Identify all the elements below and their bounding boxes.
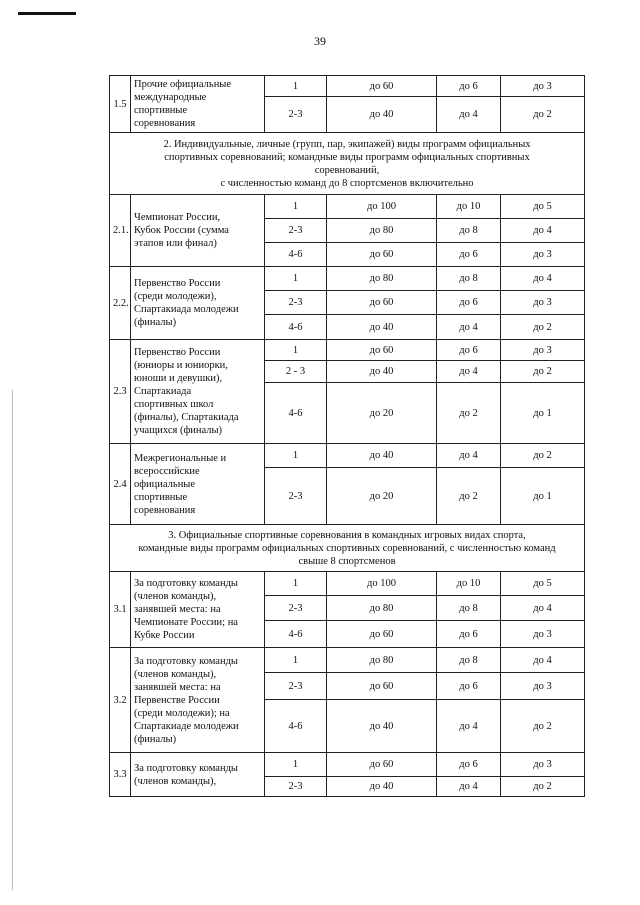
scan-edge-line (12, 390, 13, 890)
value-cell-3: до 3 (501, 243, 585, 267)
section-heading-line: 3. Официальные спортивные соревнования в командных игровых видах спорта, (168, 529, 526, 541)
page-number: 39 (314, 34, 326, 48)
value-cell-1: до 80 (327, 648, 437, 673)
item-description-line: За подготовку команды (134, 762, 238, 774)
value-cell-1: до 20 (327, 383, 437, 444)
item-description-line: Спартакиаде молодежи (134, 720, 239, 732)
table-row (110, 444, 585, 468)
value-cell-3: до 5 (501, 572, 585, 596)
value-cell-1: до 40 (327, 361, 437, 383)
item-description-line: спортивные (134, 491, 188, 503)
value-cell-3: до 1 (501, 383, 585, 444)
value-cell-2: до 8 (437, 596, 501, 621)
value-cell-1: до 40 (327, 777, 437, 797)
place-cell: 1 (265, 195, 327, 219)
value-cell-1: до 60 (327, 621, 437, 648)
award-table (109, 75, 585, 797)
value-cell-2: до 4 (437, 361, 501, 383)
value-cell-3: до 2 (501, 444, 585, 468)
value-cell-2: до 2 (437, 468, 501, 525)
value-cell-3: до 3 (501, 753, 585, 777)
value-cell-1: до 60 (327, 291, 437, 315)
value-cell-1: до 40 (327, 315, 437, 340)
item-description-line: (финалы), Спартакиада (134, 412, 239, 423)
item-description (131, 444, 265, 525)
item-description-line: (членов команды), (134, 668, 217, 680)
place-cell: 4-6 (265, 243, 327, 267)
item-number: 3.3 (110, 753, 131, 797)
value-cell-3: до 2 (501, 700, 585, 753)
item-description-line: соревнования (134, 504, 196, 516)
value-cell-1: до 20 (327, 468, 437, 525)
item-description (131, 753, 265, 797)
place-cell: 4-6 (265, 315, 327, 340)
table-row (110, 195, 585, 219)
value-cell-3: до 2 (501, 315, 585, 340)
value-cell-1: до 60 (327, 76, 437, 97)
section-heading-line: с численностью команд до 8 спортсменов включительно (220, 177, 474, 189)
item-description (131, 572, 265, 648)
item-number: 2.4 (110, 444, 131, 525)
item-description-line: спортивных школ (134, 399, 214, 410)
section-heading-line: 2. Индивидуальные, личные (групп, пар, экипажей) виды программ официальных (163, 138, 531, 150)
value-cell-3: до 2 (501, 361, 585, 383)
value-cell-3: до 3 (501, 673, 585, 700)
value-cell-3: до 2 (501, 777, 585, 797)
value-cell-3: до 5 (501, 195, 585, 219)
item-description-line: (членов команды), (134, 775, 217, 787)
item-description-line: Межрегиональные и (134, 452, 227, 464)
value-cell-2: до 6 (437, 291, 501, 315)
value-cell-2: до 8 (437, 219, 501, 243)
item-description-line: занявшей места: на (134, 604, 221, 615)
value-cell-2: до 10 (437, 195, 501, 219)
place-cell: 4-6 (265, 621, 327, 648)
value-cell-3: до 3 (501, 621, 585, 648)
value-cell-2: до 4 (437, 315, 501, 340)
section-heading-line: спортивных соревнований; командные виды программ официальных спортивных (164, 151, 530, 163)
item-description-line: За подготовку команды (134, 578, 238, 589)
item-description (131, 195, 265, 267)
item-number: 1.5 (110, 76, 131, 133)
place-cell: 2-3 (265, 777, 327, 797)
scan-mark (18, 12, 76, 15)
item-description-line: международные (134, 92, 207, 103)
value-cell-3: до 4 (501, 596, 585, 621)
value-cell-2: до 4 (437, 700, 501, 753)
value-cell-2: до 6 (437, 76, 501, 97)
item-description-line: Спартакиада (134, 386, 192, 397)
item-description-line: Прочие официальные (134, 79, 232, 90)
section-heading-line: командные виды программ официальных спортивных соревнований, с численностью команд (138, 542, 556, 554)
item-description-line: Спартакиада молодежи (134, 304, 239, 315)
section-heading-line: свыше 8 спортсменов (298, 555, 396, 567)
value-cell-2: до 6 (437, 621, 501, 648)
table-row (110, 648, 585, 673)
value-cell-1: до 80 (327, 596, 437, 621)
place-cell: 2-3 (265, 219, 327, 243)
section-row (110, 525, 585, 572)
value-cell-1: до 40 (327, 700, 437, 753)
place-cell: 1 (265, 76, 327, 97)
item-number: 3.2 (110, 648, 131, 753)
item-description-line: Чемпионате России; на (134, 617, 238, 628)
item-description (131, 76, 265, 133)
value-cell-3: до 3 (501, 340, 585, 361)
place-cell: 1 (265, 753, 327, 777)
value-cell-2: до 2 (437, 383, 501, 444)
item-description-line: Первенство России (134, 278, 221, 289)
place-cell: 4-6 (265, 700, 327, 753)
item-number: 3.1 (110, 572, 131, 648)
item-description-line: (среди молодежи), (134, 291, 217, 302)
item-description-line: учащихся (финалы) (134, 425, 223, 436)
section-row (110, 133, 585, 195)
value-cell-1: до 80 (327, 267, 437, 291)
value-cell-3: до 4 (501, 648, 585, 673)
value-cell-2: до 4 (437, 444, 501, 468)
place-cell: 2 - 3 (265, 361, 327, 383)
value-cell-3: до 3 (501, 76, 585, 97)
table-row (110, 340, 585, 361)
place-cell: 1 (265, 267, 327, 291)
section-heading-line: соревнований, (314, 164, 380, 176)
value-cell-1: до 80 (327, 219, 437, 243)
item-description-line: Первенство России (134, 347, 221, 358)
table-row (110, 76, 585, 97)
item-description-line: (юниоры и юниорки, (134, 360, 228, 371)
value-cell-1: до 60 (327, 753, 437, 777)
item-description-line: Кубке России (134, 630, 195, 641)
place-cell: 2-3 (265, 596, 327, 621)
place-cell: 1 (265, 444, 327, 468)
table-row (110, 753, 585, 777)
place-cell: 1 (265, 340, 327, 361)
value-cell-1: до 100 (327, 195, 437, 219)
value-cell-1: до 40 (327, 97, 437, 133)
item-description-line: всероссийские (134, 465, 200, 477)
value-cell-3: до 1 (501, 468, 585, 525)
value-cell-2: до 4 (437, 97, 501, 133)
item-number: 2.3 (110, 340, 131, 444)
item-description-line: Кубок России (сумма (134, 225, 229, 236)
place-cell: 1 (265, 648, 327, 673)
item-description-line: официальные (134, 478, 196, 490)
item-description-line: За подготовку команды (134, 655, 238, 667)
item-description (131, 340, 265, 444)
value-cell-3: до 4 (501, 267, 585, 291)
item-number: 2.1. (110, 195, 131, 267)
value-cell-3: до 3 (501, 291, 585, 315)
place-cell: 1 (265, 572, 327, 596)
value-cell-2: до 6 (437, 753, 501, 777)
item-description (131, 648, 265, 753)
value-cell-1: до 100 (327, 572, 437, 596)
item-description-line: соревнования (134, 118, 196, 129)
value-cell-1: до 40 (327, 444, 437, 468)
item-number: 2.2. (110, 267, 131, 340)
value-cell-2: до 6 (437, 340, 501, 361)
place-cell: 2-3 (265, 673, 327, 700)
value-cell-2: до 10 (437, 572, 501, 596)
value-cell-2: до 4 (437, 777, 501, 797)
item-description-line: (финалы) (134, 317, 177, 328)
value-cell-2: до 8 (437, 267, 501, 291)
item-description-line: (среди молодежи); на (134, 707, 230, 719)
value-cell-2: до 6 (437, 673, 501, 700)
item-description-line: (членов команды), (134, 591, 217, 602)
table-row (110, 572, 585, 596)
place-cell: 2-3 (265, 468, 327, 525)
place-cell: 2-3 (265, 291, 327, 315)
value-cell-1: до 60 (327, 243, 437, 267)
value-cell-2: до 6 (437, 243, 501, 267)
place-cell: 4-6 (265, 383, 327, 444)
item-description-line: этапов или финал) (134, 238, 217, 249)
value-cell-2: до 8 (437, 648, 501, 673)
item-description-line: юноши и девушки), (134, 373, 223, 384)
value-cell-3: до 2 (501, 97, 585, 133)
item-description-line: Первенстве России (134, 694, 220, 706)
item-description-line: спортивные (134, 105, 188, 116)
section-heading (110, 133, 585, 195)
table-row (110, 267, 585, 291)
item-description-line: Чемпионат России, (134, 212, 221, 223)
item-description-line: (финалы) (134, 733, 177, 745)
value-cell-3: до 4 (501, 219, 585, 243)
place-cell: 2-3 (265, 97, 327, 133)
value-cell-1: до 60 (327, 340, 437, 361)
value-cell-1: до 60 (327, 673, 437, 700)
item-description-line: занявшей места: на (134, 681, 221, 693)
section-heading (110, 525, 585, 572)
item-description (131, 267, 265, 340)
